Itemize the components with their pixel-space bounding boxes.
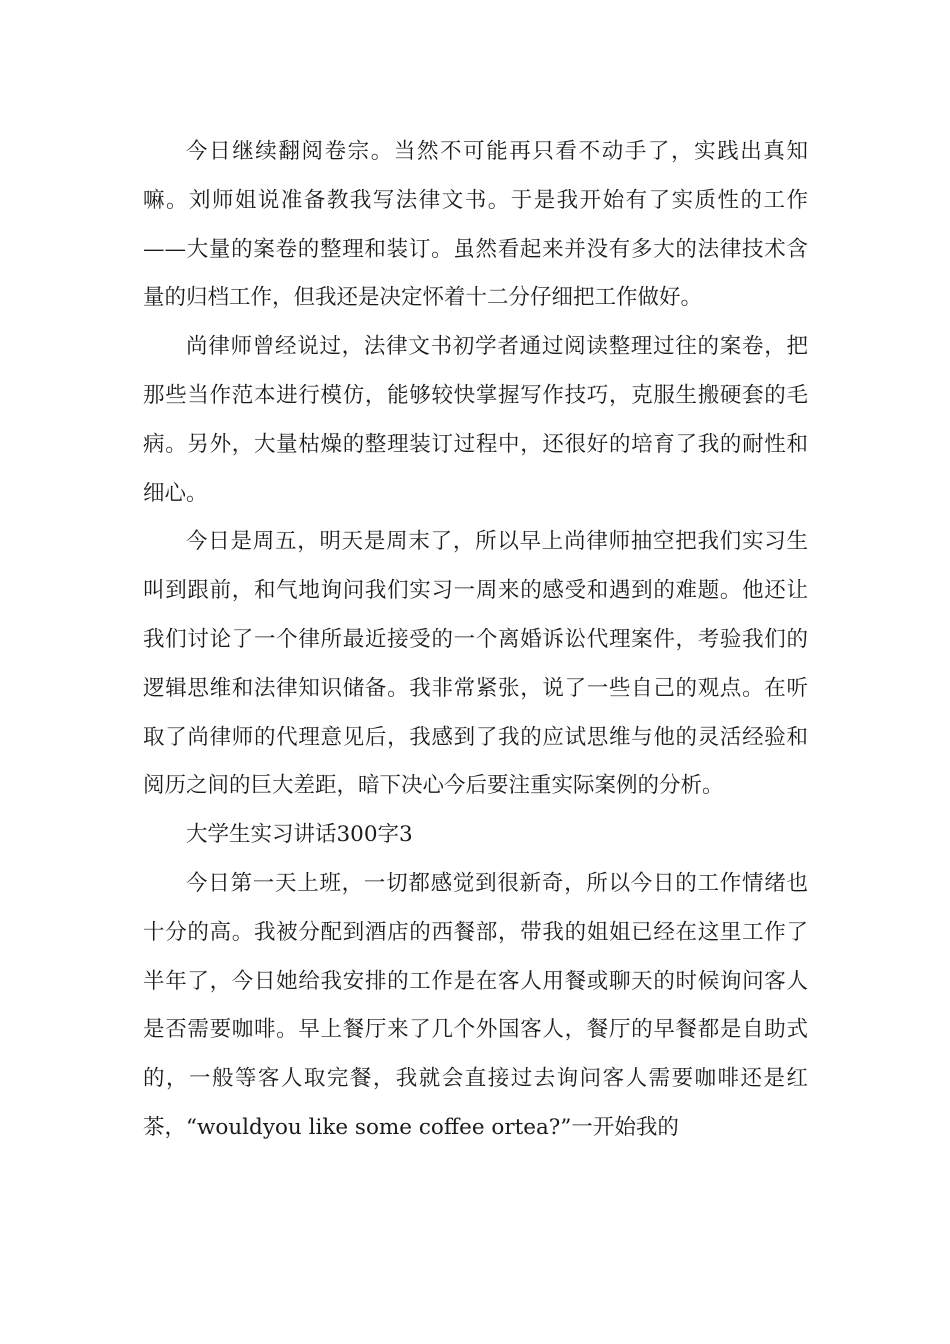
paragraph-2: 尚律师曾经说过，法律文书初学者通过阅读整理过往的案卷，把那些当作范本进行模仿，能够较快掌握写作技巧，克服生搬硬套的毛病。另外，大量枯燥的整理装订过程中，还很好的培育了我的耐性和细心。 xyxy=(143,334,808,506)
paragraph-1: 今日继续翻阅卷宗。当然不可能再只看不动手了，实践出真知嘛。刘师姐说准备教我写法律文书。于是我开始有了实质性的工作——大量的案卷的整理和装订。虽然看起来并没有多大的法律技术含量的归档工作，但我还是决定怀着十二分仔细把工作做好。 xyxy=(143,139,808,311)
paragraph-4: 今日第一天上班，一切都感觉到很新奇，所以今日的工作情绪也十分的高。我被分配到酒店的西餐部，带我的姐姐已经在这里工作了半年了，今日她给我安排的工作是在客人用餐或聊天的时候询问客人是否需要咖啡。早上餐厅来了几个外国客人，餐厅的早餐都是自助式的，一般等客人取完餐，我就会直接过去询问客人需要咖啡还是红茶，“wouldyou like some coffee ortea?”一开始我的 xyxy=(143,870,808,1140)
paragraph-3: 今日是周五，明天是周末了，所以早上尚律师抽空把我们实习生叫到跟前，和气地询问我们实习一周来的感受和遇到的难题。他还让我们讨论了一个律所最近接受的一个离婚诉讼代理案件，考验我们的逻辑思维和法律知识储备。我非常紧张，说了一些自己的观点。在听取了尚律师的代理意见后，我感到了我的应试思维与他的灵活经验和阅历之间的巨大差距，暗下决心今后要注重实际案例的分析。 xyxy=(143,529,808,799)
section-heading: 大学生实习讲话300字3 xyxy=(186,822,413,848)
document-body xyxy=(143,128,808,1153)
